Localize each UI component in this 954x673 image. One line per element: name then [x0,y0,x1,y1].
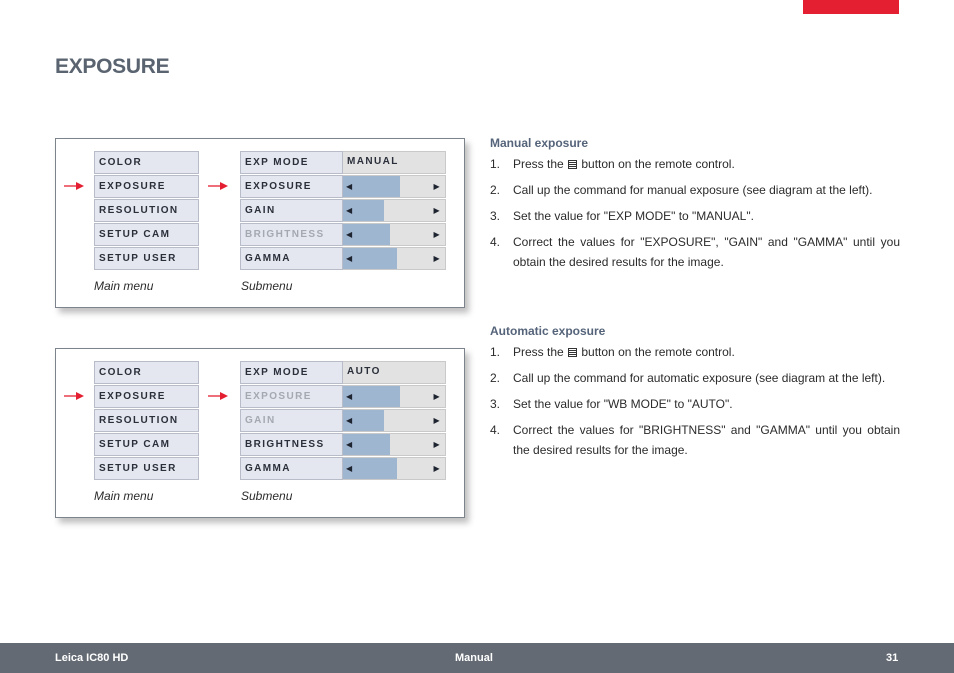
manual-exposure-section [490,136,900,278]
submenu-label-gamma: GAMMA [240,247,343,270]
manual-exposure-heading: Manual exposure [490,136,589,150]
main-menu-pointer-arrow-icon [64,391,84,401]
right-arrow-icon: ▶ [433,416,441,425]
left-arrow-icon: ◀ [346,416,354,425]
manual-exposure-diagram [55,138,465,308]
submenu-slider-gamma [343,247,446,270]
submenu-pointer-arrow-icon [208,181,228,191]
step [490,232,900,272]
submenu-slider-gain [343,409,446,432]
main-menu-item-color: COLOR [94,151,199,174]
main-menu-item-resolution: RESOLUTION [94,199,199,222]
step [490,180,900,200]
automatic-exposure-diagram [55,348,465,518]
submenu-label-exposure: EXPOSURE [240,385,343,408]
step-text: Press the [513,345,568,359]
submenu-label-brightness: BRIGHTNESS [240,223,343,246]
page-footer [0,643,954,673]
submenu-label-exp-mode: EXP MODE [240,361,343,384]
left-arrow-icon: ◀ [346,392,354,401]
menu-button-icon [568,348,577,357]
main-menu [94,361,199,481]
left-arrow-icon: ◀ [346,230,354,239]
submenu-value-exp-mode: MANUAL [343,151,446,174]
automatic-exposure-heading: Automatic exposure [490,324,606,338]
submenu-pointer-arrow-icon [208,391,228,401]
caption-main-menu: Main menu [94,279,154,293]
submenu-label-gain: GAIN [240,199,343,222]
step-text: Correct the values for "BRIGHTNESS" and "GAMMA" until you obtain the desired results for the image. [513,423,900,457]
right-arrow-icon: ▶ [433,182,441,191]
menu-button-icon [568,160,577,169]
submenu-slider-exposure [343,175,446,198]
left-arrow-icon: ◀ [346,206,354,215]
step-text: Set the value for "WB MODE" to "AUTO". [513,397,733,411]
step-number: 4. [490,423,501,437]
right-arrow-icon: ▶ [433,440,441,449]
caption-submenu: Submenu [241,279,293,293]
main-menu-item-setup-cam: SETUP CAM [94,223,199,246]
main-menu-item-exposure: EXPOSURE [94,385,199,408]
step-number: 1. [490,345,501,359]
step-text: Call up the command for automatic exposure (see diagram at the left). [513,371,886,385]
step-text: Correct the values for "EXPOSURE", "GAIN" and "GAMMA" until you obtain the desired results for the image. [513,235,900,269]
step [490,342,900,362]
submenu-slider-brightness [343,433,446,456]
main-menu-item-color: COLOR [94,361,199,384]
step [490,368,900,388]
submenu-value-exp-mode: AUTO [343,361,446,384]
left-arrow-icon: ◀ [346,464,354,473]
main-menu-item-setup-user: SETUP USER [94,457,199,480]
main-menu-item-setup-user: SETUP USER [94,247,199,270]
step-number: 2. [490,371,501,385]
footer-product-name: Leica IC80 HD [55,652,129,664]
step-number: 3. [490,397,501,411]
submenu-label-gamma: GAMMA [240,457,343,480]
step-text: Press the [513,157,568,171]
red-header-tab [803,0,899,14]
right-arrow-icon: ▶ [433,464,441,473]
main-menu [94,151,199,271]
submenu-label-exposure: EXPOSURE [240,175,343,198]
submenu-slider-gamma [343,457,446,480]
caption-submenu: Submenu [241,489,293,503]
main-menu-item-resolution: RESOLUTION [94,409,199,432]
submenu-label-brightness: BRIGHTNESS [240,433,343,456]
submenu [240,151,447,271]
page-title: EXPOSURE [55,55,170,78]
main-menu-pointer-arrow-icon [64,181,84,191]
submenu-slider-exposure [343,385,446,408]
step-text: button on the remote control. [578,345,735,359]
submenu-slider-gain [343,199,446,222]
step [490,206,900,226]
left-arrow-icon: ◀ [346,440,354,449]
step [490,420,900,460]
submenu-label-exp-mode: EXP MODE [240,151,343,174]
right-arrow-icon: ▶ [433,254,441,263]
submenu [240,361,447,481]
automatic-exposure-steps [490,342,900,460]
footer-document-type: Manual [455,652,493,664]
step-number: 1. [490,157,501,171]
submenu-slider-brightness [343,223,446,246]
caption-main-menu: Main menu [94,489,154,503]
step-text: Set the value for "EXP MODE" to "MANUAL". [513,209,754,223]
step-text: Call up the command for manual exposure (see diagram at the left). [513,183,873,197]
left-arrow-icon: ◀ [346,254,354,263]
main-menu-item-exposure: EXPOSURE [94,175,199,198]
right-arrow-icon: ▶ [433,392,441,401]
step-text: button on the remote control. [578,157,735,171]
step [490,394,900,414]
left-arrow-icon: ◀ [346,182,354,191]
right-arrow-icon: ▶ [433,230,441,239]
step-number: 4. [490,235,501,249]
step-number: 2. [490,183,501,197]
main-menu-item-setup-cam: SETUP CAM [94,433,199,456]
manual-exposure-steps [490,154,900,272]
step-number: 3. [490,209,501,223]
footer-page-number: 31 [886,652,899,664]
step [490,154,900,174]
submenu-label-gain: GAIN [240,409,343,432]
automatic-exposure-section [490,324,900,466]
right-arrow-icon: ▶ [433,206,441,215]
